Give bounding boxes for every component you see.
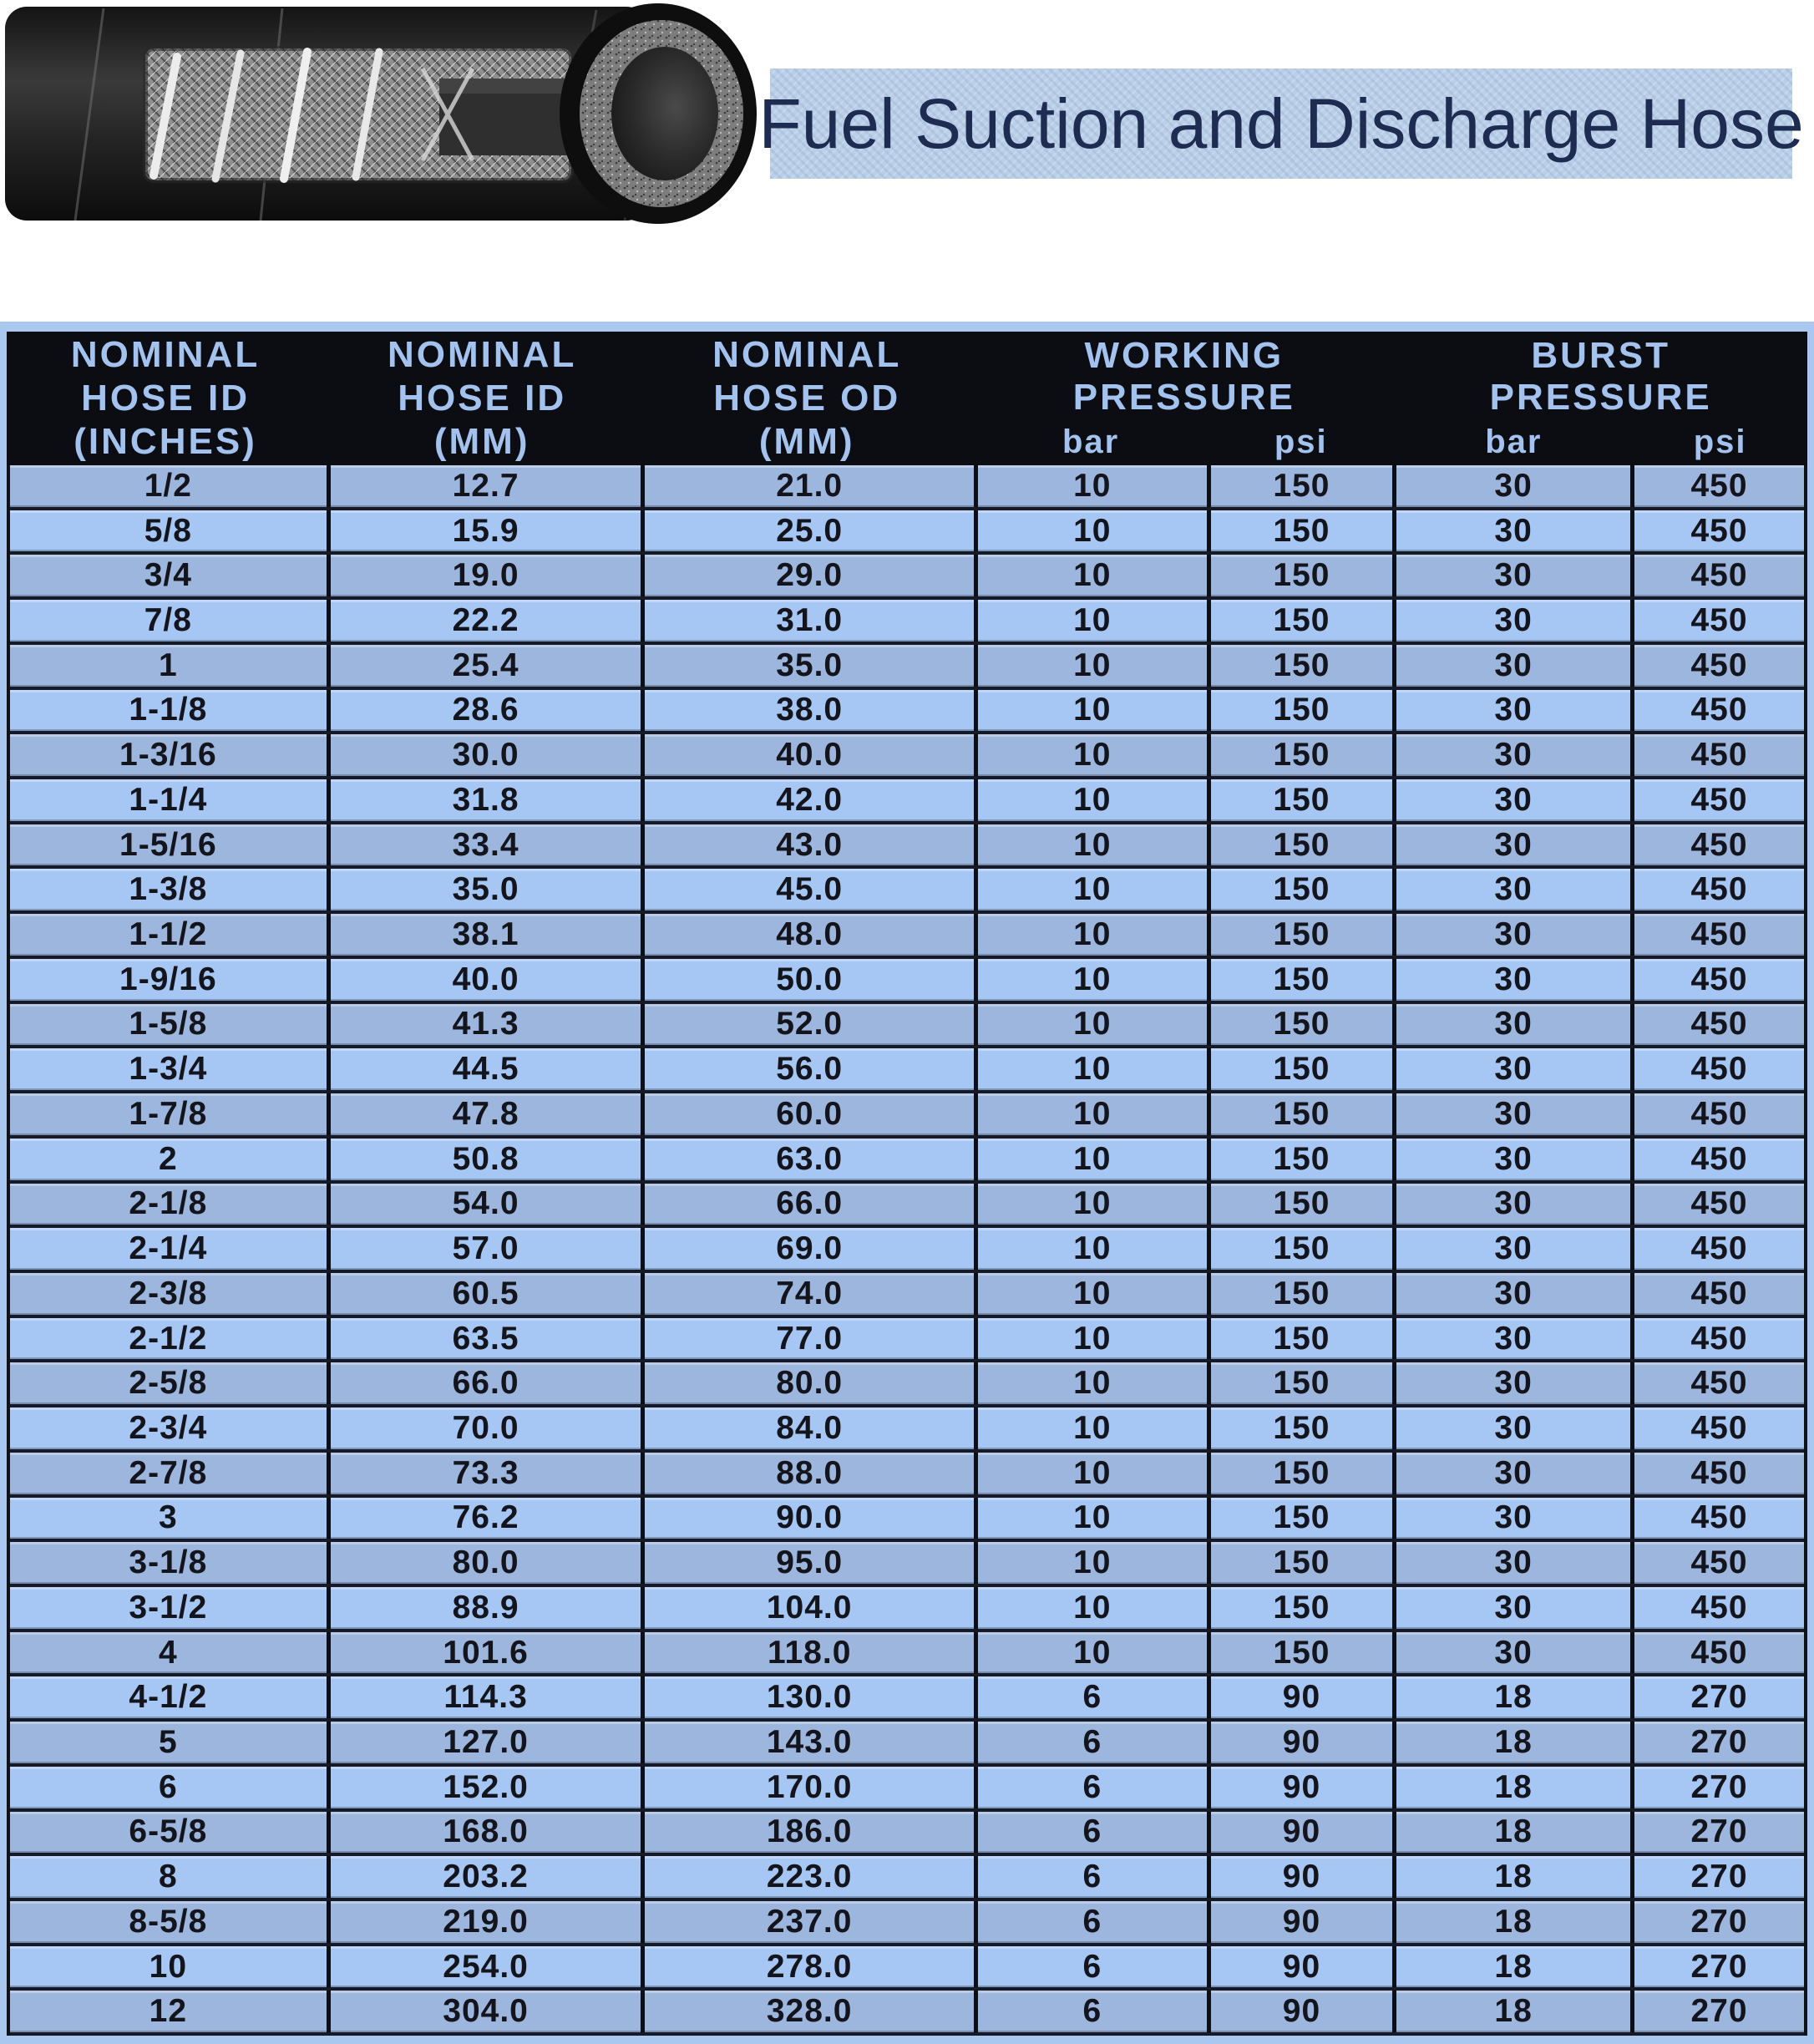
table-cell: 10 <box>974 1139 1207 1180</box>
table-cell: 219.0 <box>327 1901 641 1943</box>
table-cell: 95.0 <box>641 1542 973 1584</box>
table-cell: 10 <box>974 959 1207 1001</box>
table-cell: 6-5/8 <box>129 1813 208 1850</box>
table-cell: 63.5 <box>327 1318 641 1360</box>
table-cell: 152.0 <box>327 1767 641 1808</box>
table-cell: 143.0 <box>641 1722 973 1763</box>
table-cell: 270 <box>1630 1722 1804 1763</box>
table-cell: 18 <box>1392 1991 1630 2032</box>
table-cell: 18 <box>1392 1767 1630 1808</box>
table-cell: 18 <box>1392 1722 1630 1763</box>
table-cell: 170.0 <box>641 1767 973 1808</box>
table-cell: 38.0 <box>641 690 973 732</box>
table-cell: 30 <box>1392 600 1630 642</box>
table-cell: 450 <box>1630 1362 1804 1404</box>
table-cell: 30 <box>1392 1632 1630 1674</box>
table-row <box>10 1004 1804 1049</box>
table-row <box>10 1901 1804 1946</box>
table-cell: 10 <box>974 1542 1207 1584</box>
table-cell: 6 <box>974 1812 1207 1854</box>
table-cell: 10 <box>974 1498 1207 1539</box>
header-col-hose-id-inches: NOMINAL HOSE ID (INCHES) <box>70 334 261 462</box>
table-cell: 50.0 <box>641 959 973 1001</box>
table-cell: 63.0 <box>641 1139 973 1180</box>
table-cell: 30.0 <box>327 734 641 776</box>
table-cell: 10 <box>974 555 1207 596</box>
table-row <box>10 1587 1804 1632</box>
table-cell: 48.0 <box>641 914 973 956</box>
table-cell: 8 <box>158 1859 178 1895</box>
table-row <box>10 555 1804 600</box>
table-cell: 10 <box>974 1362 1207 1404</box>
table-row <box>10 1632 1804 1677</box>
table-cell: 2-7/8 <box>129 1454 208 1491</box>
table-row <box>10 1676 1804 1722</box>
table-row <box>10 1767 1804 1812</box>
table-cell: 70.0 <box>327 1407 641 1449</box>
table-cell: 450 <box>1630 465 1804 507</box>
table-row <box>10 1542 1804 1587</box>
spec-table <box>0 322 1814 2044</box>
table-cell: 10 <box>974 869 1207 910</box>
table-cell: 30 <box>1392 1542 1630 1584</box>
table-cell: 270 <box>1630 1856 1804 1898</box>
table-row <box>10 1991 1804 2036</box>
table-cell: 10 <box>974 690 1207 732</box>
table-cell: 90 <box>1207 1946 1393 1988</box>
table-row <box>10 1407 1804 1453</box>
header-unit-burst-psi: psi <box>1693 423 1747 460</box>
table-cell: 328.0 <box>641 1991 973 2032</box>
table-row <box>10 824 1804 870</box>
table-cell: 30 <box>1392 555 1630 596</box>
table-cell: 10 <box>974 1587 1207 1629</box>
table-cell: 450 <box>1630 1273 1804 1315</box>
table-cell: 6 <box>974 1901 1207 1943</box>
table-cell: 90 <box>1207 1676 1393 1718</box>
table-cell: 6 <box>974 1991 1207 2032</box>
table-row <box>10 1722 1804 1767</box>
table-cell: 45.0 <box>641 869 973 910</box>
table-cell: 10 <box>974 1407 1207 1449</box>
table-cell: 450 <box>1630 690 1804 732</box>
table-cell: 5/8 <box>144 512 192 549</box>
table-cell: 10 <box>974 510 1207 552</box>
title-banner <box>758 68 1804 179</box>
table-cell: 450 <box>1630 1318 1804 1360</box>
table-row <box>10 1453 1804 1498</box>
table-row <box>10 1093 1804 1139</box>
table-cell: 8-5/8 <box>129 1903 208 1940</box>
table-row <box>10 600 1804 645</box>
table-cell: 10 <box>974 824 1207 866</box>
table-cell: 127.0 <box>327 1722 641 1763</box>
table-cell: 10 <box>974 1228 1207 1270</box>
table-cell: 450 <box>1630 1184 1804 1225</box>
table-cell: 2 <box>158 1140 178 1177</box>
table-cell: 3-1/2 <box>129 1589 208 1626</box>
table-header <box>7 332 1807 465</box>
table-cell: 30 <box>1392 1407 1630 1449</box>
table-cell: 450 <box>1630 555 1804 596</box>
table-row <box>10 914 1804 959</box>
table-cell: 41.3 <box>327 1004 641 1046</box>
table-cell: 150 <box>1207 645 1393 687</box>
table-cell: 30 <box>1392 1228 1630 1270</box>
table-cell: 223.0 <box>641 1856 973 1898</box>
table-cell: 10 <box>974 1453 1207 1494</box>
table-cell: 150 <box>1207 959 1393 1001</box>
table-cell: 2-5/8 <box>129 1365 208 1402</box>
hose-photo <box>5 2 757 226</box>
table-cell: 450 <box>1630 779 1804 821</box>
table-cell: 450 <box>1630 1093 1804 1135</box>
table-cell: 2-1/2 <box>129 1320 208 1357</box>
table-cell: 10 <box>974 600 1207 642</box>
table-cell: 18 <box>1392 1676 1630 1718</box>
table-cell: 450 <box>1630 869 1804 910</box>
table-row <box>10 1362 1804 1407</box>
table-cell: 2-3/4 <box>129 1409 208 1446</box>
table-cell: 450 <box>1630 914 1804 956</box>
header-group-burst-pressure: BURST PRESSURE <box>1489 335 1712 418</box>
table-cell: 150 <box>1207 1453 1393 1494</box>
table-cell: 25.4 <box>327 645 641 687</box>
table-cell: 30 <box>1392 914 1630 956</box>
table-cell: 7/8 <box>144 602 192 639</box>
table-cell: 270 <box>1630 1676 1804 1718</box>
table-row <box>10 690 1804 735</box>
table-cell: 118.0 <box>641 1632 973 1674</box>
table-cell: 90 <box>1207 1991 1393 2032</box>
table-cell: 150 <box>1207 1093 1393 1135</box>
table-cell: 150 <box>1207 734 1393 776</box>
table-cell: 84.0 <box>641 1407 973 1449</box>
table-cell: 150 <box>1207 510 1393 552</box>
page-title: Fuel Suction and Discharge Hose <box>758 84 1804 163</box>
table-cell: 88.9 <box>327 1587 641 1629</box>
table-cell: 2-1/8 <box>129 1185 208 1222</box>
table-cell: 1-3/16 <box>119 737 217 773</box>
table-cell: 150 <box>1207 869 1393 910</box>
table-cell: 150 <box>1207 555 1393 596</box>
table-cell: 104.0 <box>641 1587 973 1629</box>
table-cell: 80.0 <box>327 1542 641 1584</box>
table-cell: 1/2 <box>144 467 192 504</box>
table-cell: 40.0 <box>327 959 641 1001</box>
table-cell: 130.0 <box>641 1676 973 1718</box>
table-cell: 10 <box>974 914 1207 956</box>
table-cell: 450 <box>1630 1048 1804 1090</box>
table-cell: 6 <box>158 1768 178 1805</box>
header-col-hose-id-mm: NOMINAL HOSE ID (MM) <box>388 334 577 462</box>
table-cell: 66.0 <box>327 1362 641 1404</box>
table-cell: 30 <box>1392 1362 1630 1404</box>
table-cell: 30 <box>1392 465 1630 507</box>
table-cell: 270 <box>1630 1767 1804 1808</box>
table-cell: 150 <box>1207 1184 1393 1225</box>
table-cell: 18 <box>1392 1856 1630 1898</box>
table-cell: 90 <box>1207 1767 1393 1808</box>
table-cell: 1-1/2 <box>129 916 208 953</box>
table-cell: 25.0 <box>641 510 973 552</box>
table-cell: 30 <box>1392 510 1630 552</box>
table-cell: 43.0 <box>641 824 973 866</box>
table-row <box>10 1228 1804 1273</box>
table-cell: 10 <box>974 734 1207 776</box>
table-cell: 31.8 <box>327 779 641 821</box>
table-cell: 73.3 <box>327 1453 641 1494</box>
table-cell: 3/4 <box>144 557 192 594</box>
table-cell: 12.7 <box>327 465 641 507</box>
table-cell: 10 <box>974 779 1207 821</box>
table-cell: 150 <box>1207 914 1393 956</box>
table-cell: 80.0 <box>641 1362 973 1404</box>
table-cell: 66.0 <box>641 1184 973 1225</box>
table-cell: 1-3/4 <box>129 1051 208 1088</box>
table-cell: 450 <box>1630 824 1804 866</box>
table-cell: 30 <box>1392 824 1630 866</box>
table-cell: 18 <box>1392 1901 1630 1943</box>
table-cell: 1 <box>158 647 178 683</box>
table-cell: 1-5/16 <box>119 826 217 863</box>
table-cell: 30 <box>1392 1184 1630 1225</box>
table-cell: 270 <box>1630 1901 1804 1943</box>
table-cell: 30 <box>1392 734 1630 776</box>
table-cell: 90.0 <box>641 1498 973 1539</box>
table-row <box>10 1048 1804 1093</box>
header-group-working-pressure: WORKING PRESSURE <box>1072 335 1295 418</box>
table-cell: 30 <box>1392 1048 1630 1090</box>
table-cell: 30 <box>1392 869 1630 910</box>
table-cell: 90 <box>1207 1901 1393 1943</box>
table-cell: 10 <box>974 465 1207 507</box>
table-row <box>10 1318 1804 1363</box>
table-cell: 450 <box>1630 1228 1804 1270</box>
table-row <box>10 959 1804 1004</box>
table-cell: 15.9 <box>327 510 641 552</box>
table-cell: 150 <box>1207 1273 1393 1315</box>
table-cell: 90 <box>1207 1812 1393 1854</box>
table-cell: 88.0 <box>641 1453 973 1494</box>
header-unit-working-psi: psi <box>1274 423 1328 460</box>
table-cell: 18 <box>1392 1812 1630 1854</box>
table-row <box>10 1856 1804 1901</box>
table-cell: 10 <box>974 1093 1207 1135</box>
table-cell: 278.0 <box>641 1946 973 1988</box>
table-cell: 450 <box>1630 1542 1804 1584</box>
table-cell: 4-1/2 <box>129 1679 208 1716</box>
table-cell: 150 <box>1207 779 1393 821</box>
table-cell: 22.2 <box>327 600 641 642</box>
table-cell: 150 <box>1207 1542 1393 1584</box>
table-cell: 6 <box>974 1856 1207 1898</box>
table-cell: 30 <box>1392 1318 1630 1360</box>
table-cell: 69.0 <box>641 1228 973 1270</box>
table-cell: 30 <box>1392 1093 1630 1135</box>
table-row <box>10 1812 1804 1857</box>
table-cell: 3 <box>158 1499 178 1536</box>
table-row <box>10 510 1804 555</box>
table-cell: 12 <box>149 1993 188 2030</box>
table-cell: 254.0 <box>327 1946 641 1988</box>
table-cell: 1-1/8 <box>129 692 208 728</box>
table-row <box>10 1184 1804 1229</box>
table-cell: 150 <box>1207 1228 1393 1270</box>
table-cell: 57.0 <box>327 1228 641 1270</box>
table-row <box>10 779 1804 824</box>
table-cell: 90 <box>1207 1722 1393 1763</box>
header-unit-working-bar: bar <box>1062 423 1120 460</box>
table-cell: 114.3 <box>327 1676 641 1718</box>
table-cell: 150 <box>1207 1048 1393 1090</box>
table-cell: 30 <box>1392 1498 1630 1539</box>
table-cell: 10 <box>149 1948 188 1985</box>
table-cell: 54.0 <box>327 1184 641 1225</box>
table-cell: 44.5 <box>327 1048 641 1090</box>
table-cell: 30 <box>1392 1139 1630 1180</box>
table-cell: 150 <box>1207 1362 1393 1404</box>
table-cell: 1-5/8 <box>129 1006 208 1042</box>
table-row <box>10 869 1804 914</box>
table-cell: 150 <box>1207 600 1393 642</box>
table-cell: 150 <box>1207 1139 1393 1180</box>
table-cell: 30 <box>1392 1453 1630 1494</box>
table-cell: 30 <box>1392 779 1630 821</box>
table-cell: 10 <box>974 1273 1207 1315</box>
table-cell: 270 <box>1630 1812 1804 1854</box>
table-cell: 60.5 <box>327 1273 641 1315</box>
hose-cutaway-illustration <box>5 2 757 226</box>
table-cell: 35.0 <box>327 869 641 910</box>
table-cell: 450 <box>1630 734 1804 776</box>
table-cell: 450 <box>1630 1139 1804 1180</box>
table-cell: 52.0 <box>641 1004 973 1046</box>
table-cell: 77.0 <box>641 1318 973 1360</box>
table-cell: 450 <box>1630 1632 1804 1674</box>
table-row <box>10 1273 1804 1318</box>
table-cell: 150 <box>1207 824 1393 866</box>
table-cell: 1-1/4 <box>129 781 208 818</box>
table-cell: 150 <box>1207 690 1393 732</box>
table-cell: 450 <box>1630 645 1804 687</box>
table-cell: 150 <box>1207 1004 1393 1046</box>
table-cell: 30 <box>1392 1587 1630 1629</box>
table-cell: 150 <box>1207 1318 1393 1360</box>
table-cell: 450 <box>1630 1453 1804 1494</box>
table-body <box>7 465 1807 2036</box>
table-cell: 6 <box>974 1676 1207 1718</box>
table-cell: 450 <box>1630 1407 1804 1449</box>
table-cell: 450 <box>1630 1004 1804 1046</box>
table-cell: 5 <box>158 1723 178 1760</box>
table-row <box>10 734 1804 779</box>
table-cell: 30 <box>1392 1004 1630 1046</box>
table-cell: 1-3/8 <box>129 871 208 908</box>
table-cell: 21.0 <box>641 465 973 507</box>
table-cell: 29.0 <box>641 555 973 596</box>
table-cell: 150 <box>1207 1498 1393 1539</box>
table-cell: 10 <box>974 1048 1207 1090</box>
table-cell: 2-1/4 <box>129 1230 208 1267</box>
table-cell: 1-7/8 <box>129 1095 208 1132</box>
table-cell: 304.0 <box>327 1991 641 2032</box>
table-cell: 1-9/16 <box>119 961 217 997</box>
table-cell: 450 <box>1630 1587 1804 1629</box>
table-cell: 31.0 <box>641 600 973 642</box>
header-unit-burst-bar: bar <box>1485 423 1543 460</box>
table-cell: 10 <box>974 1632 1207 1674</box>
table-cell: 186.0 <box>641 1812 973 1854</box>
table-cell: 50.8 <box>327 1139 641 1180</box>
table-cell: 38.1 <box>327 914 641 956</box>
table-cell: 2-3/8 <box>129 1275 208 1311</box>
header-col-hose-od-mm: NOMINAL HOSE OD (MM) <box>712 334 902 462</box>
table-cell: 6 <box>974 1767 1207 1808</box>
table-cell: 10 <box>974 1004 1207 1046</box>
table-row <box>10 1946 1804 1991</box>
table-cell: 237.0 <box>641 1901 973 1943</box>
table-row <box>10 465 1804 510</box>
table-cell: 47.8 <box>327 1093 641 1135</box>
table-cell: 3-1/8 <box>129 1544 208 1581</box>
table-cell: 150 <box>1207 1632 1393 1674</box>
table-cell: 19.0 <box>327 555 641 596</box>
table-cell: 6 <box>974 1946 1207 1988</box>
table-cell: 35.0 <box>641 645 973 687</box>
table-cell: 168.0 <box>327 1812 641 1854</box>
table-cell: 450 <box>1630 600 1804 642</box>
table-cell: 450 <box>1630 510 1804 552</box>
table-cell: 56.0 <box>641 1048 973 1090</box>
table-cell: 150 <box>1207 1407 1393 1449</box>
table-cell: 30 <box>1392 959 1630 1001</box>
table-cell: 270 <box>1630 1946 1804 1988</box>
table-cell: 10 <box>974 1318 1207 1360</box>
table-cell: 74.0 <box>641 1273 973 1315</box>
table-cell: 30 <box>1392 1273 1630 1315</box>
table-cell: 76.2 <box>327 1498 641 1539</box>
table-cell: 33.4 <box>327 824 641 866</box>
table-cell: 10 <box>974 645 1207 687</box>
table-cell: 40.0 <box>641 734 973 776</box>
table-cell: 42.0 <box>641 779 973 821</box>
table-cell: 450 <box>1630 959 1804 1001</box>
table-cell: 101.6 <box>327 1632 641 1674</box>
table-row <box>10 1498 1804 1543</box>
table-cell: 450 <box>1630 1498 1804 1539</box>
table-cell: 30 <box>1392 690 1630 732</box>
table-cell: 4 <box>158 1634 178 1671</box>
table-cell: 30 <box>1392 645 1630 687</box>
table-row <box>10 645 1804 690</box>
table-cell: 150 <box>1207 1587 1393 1629</box>
table-cell: 28.6 <box>327 690 641 732</box>
table-row <box>10 1139 1804 1184</box>
table-cell: 270 <box>1630 1991 1804 2032</box>
table-cell: 6 <box>974 1722 1207 1763</box>
table-cell: 90 <box>1207 1856 1393 1898</box>
table-cell: 10 <box>974 1184 1207 1225</box>
table-cell: 150 <box>1207 465 1393 507</box>
table-cell: 18 <box>1392 1946 1630 1988</box>
table-cell: 203.2 <box>327 1856 641 1898</box>
table-cell: 60.0 <box>641 1093 973 1135</box>
